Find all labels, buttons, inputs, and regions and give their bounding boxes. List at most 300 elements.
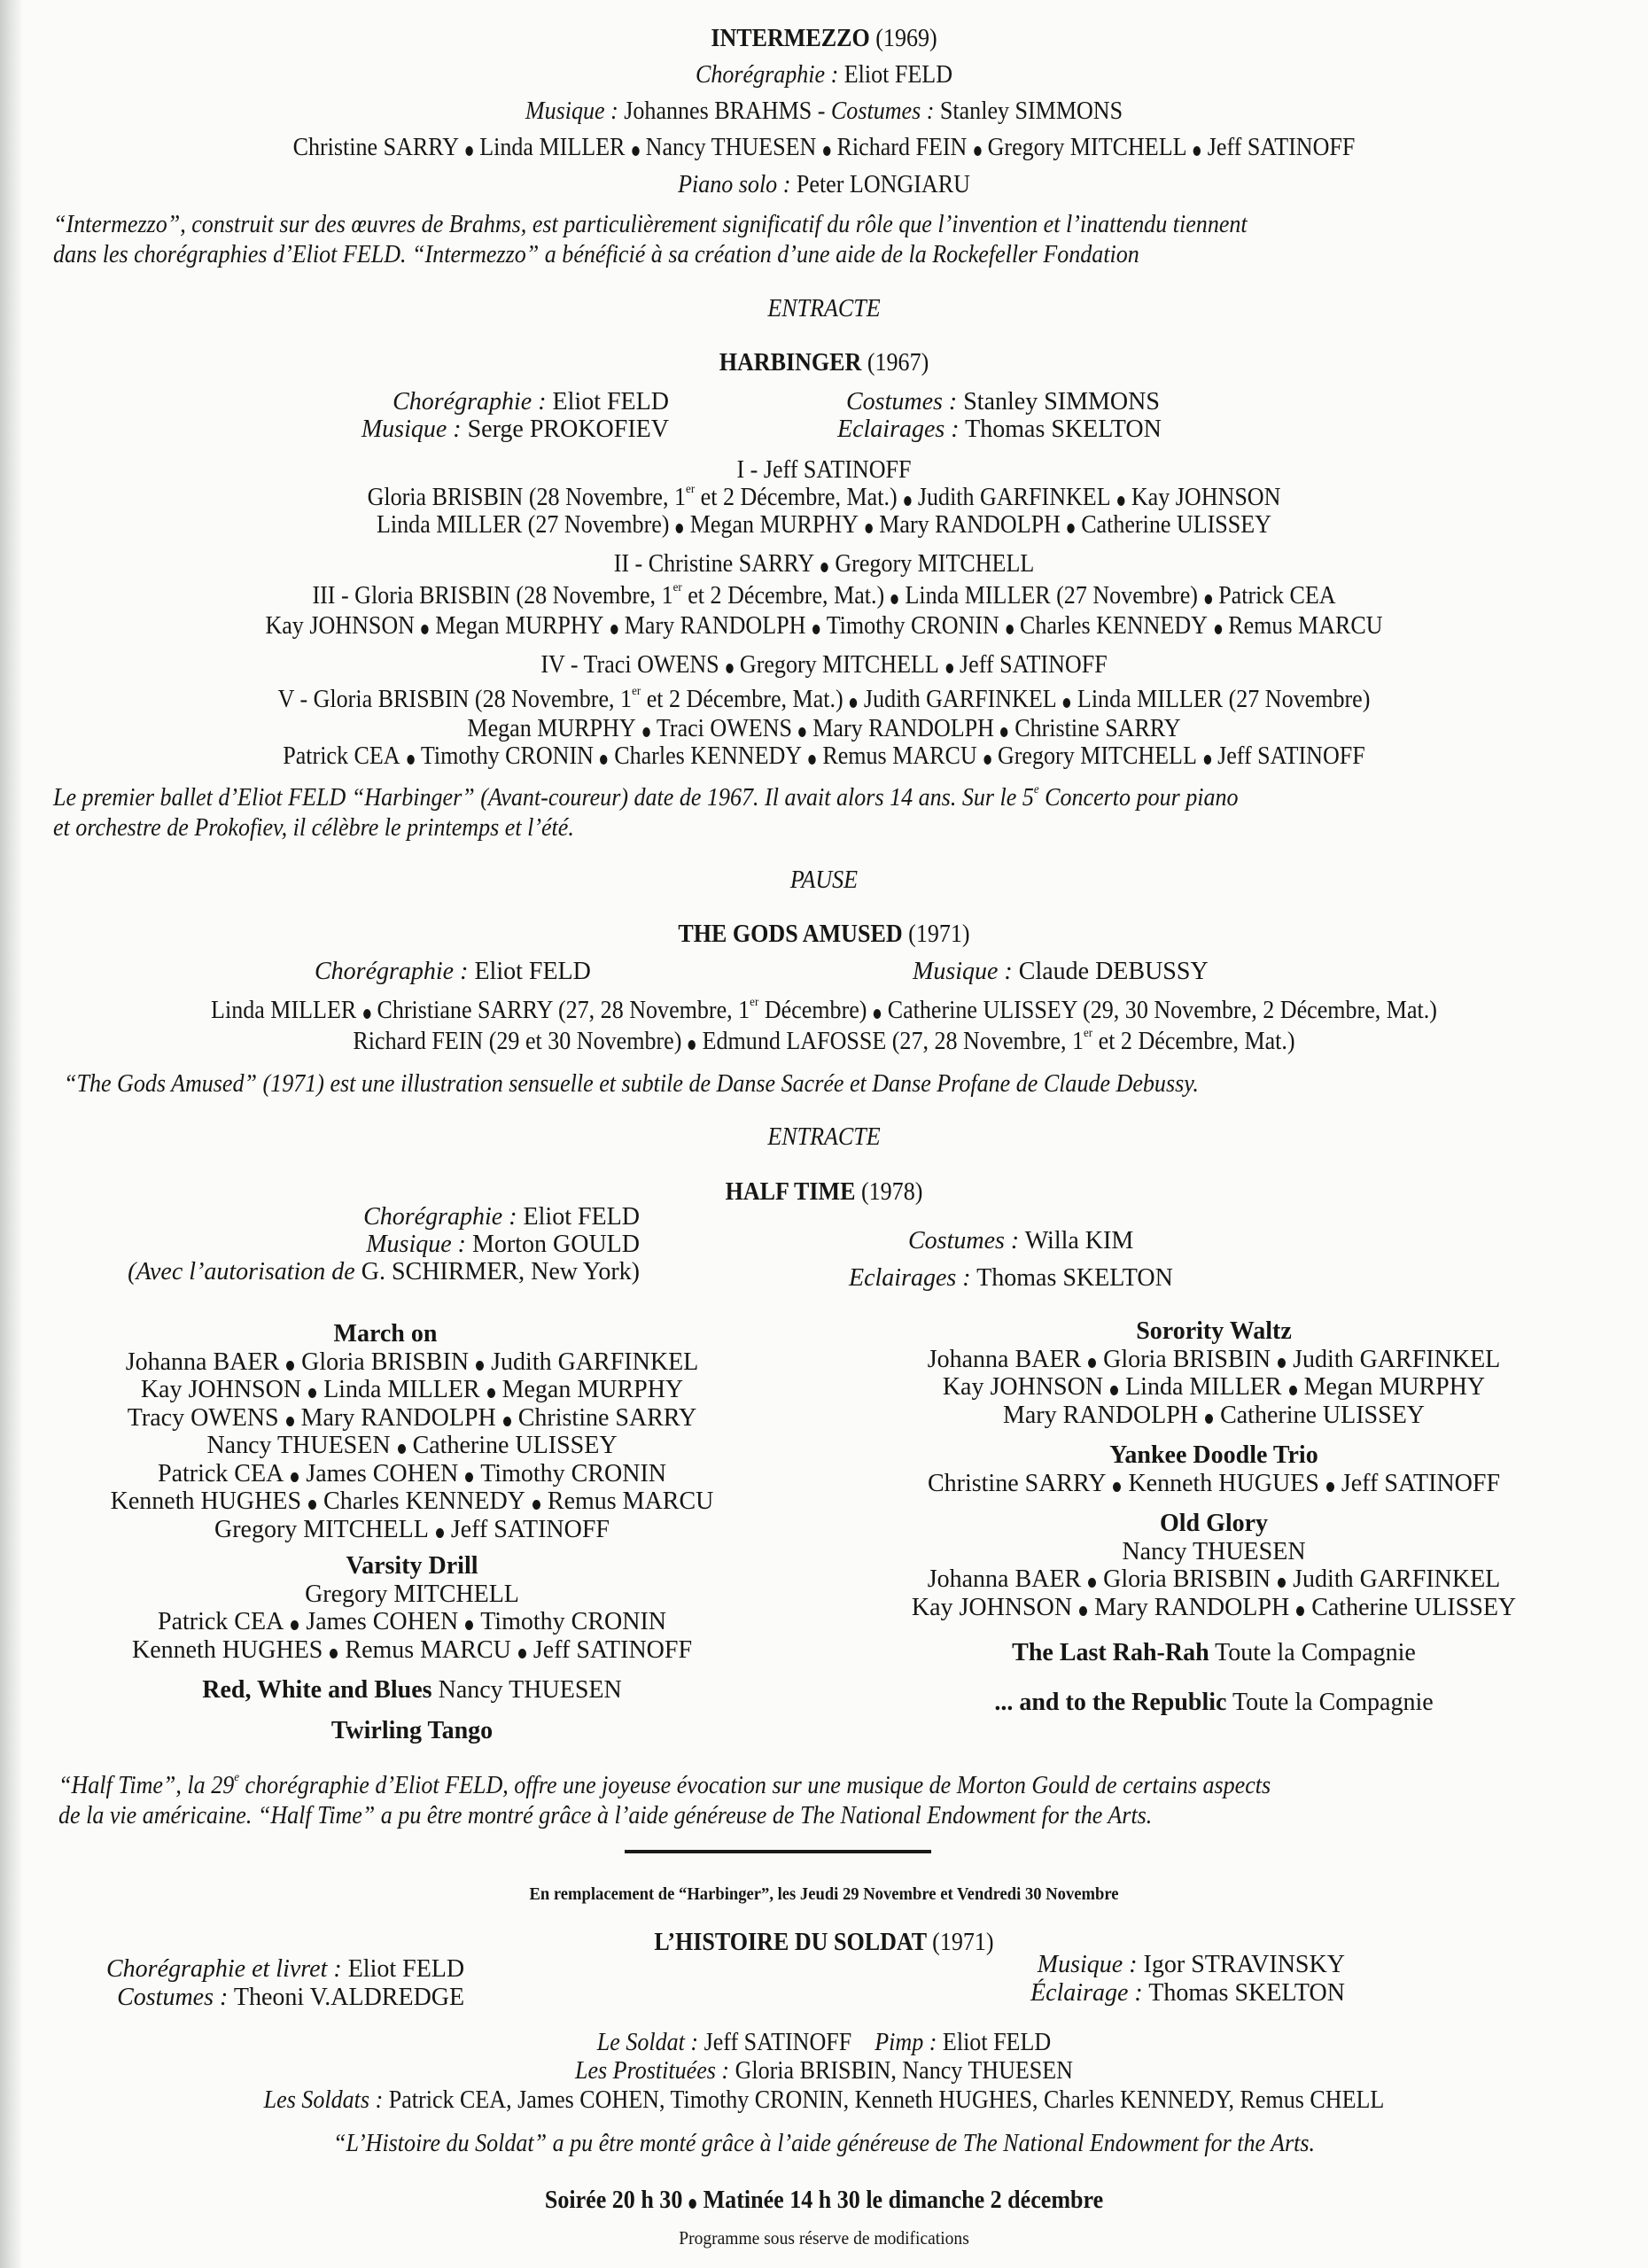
dancer: Linda MILLER: [323, 1376, 480, 1403]
role-value: Eliot FELD: [942, 2029, 1052, 2056]
dancer: Johanna BAER: [927, 1565, 1082, 1593]
credit-value: Eliot FELD: [843, 61, 953, 89]
bullet-icon: [1117, 496, 1124, 506]
dancer: Charles KENNEDY: [1020, 612, 1208, 640]
bullet-icon: [407, 755, 414, 765]
dancer: Tracy OWENS: [127, 1403, 279, 1432]
cast-line: [0, 1636, 824, 1665]
title-text: THE GODS AMUSED: [678, 920, 903, 948]
credit-value: Thomas SKELTON: [976, 1264, 1173, 1292]
title-year: (1971): [932, 1929, 994, 1956]
bullet-icon: [726, 664, 733, 673]
dancer: Mary RANDOLPH: [624, 612, 806, 640]
superscript: e: [1033, 783, 1039, 796]
dancer-dates: et 2 Décembre, Mat.): [641, 686, 843, 713]
bullet-icon: [632, 146, 639, 156]
cast-line: [780, 1346, 1648, 1374]
dancer: Richard FEIN (29 et 30 Novembre): [353, 1028, 682, 1055]
republic-line: [780, 1689, 1648, 1717]
dancer: Jeff SATINOFF: [450, 1515, 610, 1543]
dancer: Christine SARRY: [517, 1403, 697, 1432]
soldat-costumes: [106, 1984, 464, 2012]
cast-line: [780, 1470, 1648, 1498]
gods-music: [913, 958, 1209, 986]
bullet-icon: [798, 727, 805, 737]
title-text: HALF TIME: [725, 1178, 856, 1206]
credit-label: Musique :: [913, 958, 1013, 985]
description-text: chorégraphie d’Eliot FELD, offre une joyeuse évocation sur une musique de Morton Gould de certains aspects: [239, 1772, 1271, 1799]
bullet-icon: [1088, 1358, 1096, 1368]
dancer: Judith GARFINKEL: [1293, 1565, 1501, 1593]
entracte-2: ENTRACTE: [767, 1123, 881, 1151]
section-divider: [625, 1850, 931, 1853]
credit-label: Piano solo :: [678, 171, 791, 198]
soldat-soldiers: [58, 2086, 1590, 2115]
cast-line: [0, 1348, 824, 1377]
dancer: Jeff SATINOFF: [1341, 1469, 1501, 1497]
bullet-icon: [974, 146, 981, 156]
credit-label: Eclairages :: [849, 1264, 971, 1292]
description-line: de la vie américaine. “Half Time” a pu être montré grâce à l’aide généreuse de The National Endowment for the Arts.: [58, 1802, 1153, 1829]
bullet-icon: [1067, 524, 1074, 533]
role-value: Patrick CEA, James COHEN, Timothy CRONIN, Kenneth HUGHES, Charles KENNEDY, Remus CHELL: [388, 2086, 1385, 2114]
bullet-icon: [821, 563, 828, 572]
schedule-times: [58, 2186, 1590, 2215]
replacement-note: En remplacement de “Harbinger”, les Jeudi 29 Novembre et Vendredi 30 Novembre: [529, 1884, 1119, 1904]
credit-value: Stanley SIMMONS: [939, 97, 1123, 125]
title-text: INTERMEZZO: [711, 25, 870, 52]
credit-value: Thomas SKELTON: [1148, 1979, 1345, 2007]
bullet-icon: [850, 698, 857, 708]
halftime-permission: [128, 1258, 640, 1285]
credit-label: Musique :: [366, 1231, 466, 1258]
halftime-right-column: [780, 1317, 1648, 1716]
bullet-icon: [1214, 625, 1221, 634]
bullet-icon: [518, 1649, 526, 1658]
bullet-icon: [983, 755, 991, 765]
dancer: Linda MILLER (27 Novembre): [377, 511, 670, 539]
dancer: Mary RANDOLPH: [879, 511, 1061, 539]
credit-label: Chorégraphie :: [363, 1203, 517, 1231]
bullet-icon: [676, 524, 683, 533]
bullet-icon: [1296, 1606, 1304, 1616]
credit-label: Costumes :: [908, 1227, 1020, 1254]
harbinger-costumes: [846, 388, 1160, 416]
dancer-dates: et 2 Décembre, Mat.): [681, 582, 885, 610]
bullet-icon: [874, 1009, 881, 1019]
credit-value: Theoni V.ALDREDGE: [233, 1984, 465, 2011]
intermezzo-choreography: [58, 61, 1590, 89]
role-label: Pimp :: [875, 2029, 937, 2056]
segment-title: Sorority Waltz: [1136, 1317, 1292, 1345]
dancer: Patrick CEA: [158, 1608, 284, 1635]
halftime-music: [128, 1231, 640, 1258]
soldat-music: [1030, 1951, 1345, 1979]
dancer: Nancy THUESEN: [645, 134, 817, 161]
dancer: Gregory MITCHELL: [835, 550, 1035, 578]
soldat-credits-right: [1030, 1951, 1345, 2008]
bullet-icon: [904, 496, 911, 506]
bullet-icon: [688, 1040, 696, 1050]
dancer: Kenneth HUGHES: [110, 1487, 302, 1515]
dancer: Gloria BRISBIN: [1103, 1565, 1271, 1593]
bullet-icon: [1203, 755, 1210, 765]
credit-value: Eliot FELD: [474, 958, 591, 985]
entracte-1: ENTRACTE: [767, 295, 881, 322]
cast-line: [780, 1373, 1648, 1402]
dancer: Linda MILLER (27 Novembre): [905, 582, 1198, 610]
dancer: Remus MARCU: [822, 742, 977, 770]
bullet-icon: [1326, 1482, 1334, 1492]
cast-line: [0, 1460, 824, 1488]
harbinger-part-1-title: I - Jeff SATINOFF: [736, 456, 912, 484]
dancer: Catherine ULISSEY: [1081, 511, 1271, 539]
intermezzo-piano: [58, 171, 1590, 199]
dancer: V - Gloria BRISBIN (28 Novembre, 1: [277, 686, 633, 713]
dancer: Megan MURPHY: [501, 1376, 684, 1403]
dancer-dates: et 2 Décembre, Mat.): [695, 484, 898, 511]
bullet-icon: [436, 1528, 444, 1538]
gods-cast-line-2: [58, 1028, 1590, 1056]
dancer: Patrick CEA: [283, 742, 400, 770]
dancer: Timothy CRONIN: [480, 1459, 666, 1487]
harbinger-part-5-line-3: [58, 742, 1590, 771]
dancer: Gregory MITCHELL: [997, 742, 1197, 770]
gods-title: [58, 920, 1590, 949]
bullet-icon: [465, 1620, 473, 1630]
dancer: Gregory MITCHELL: [987, 134, 1187, 161]
cast-line: [0, 1432, 824, 1460]
segment-title: Old Glory: [1159, 1510, 1269, 1537]
bullet-icon: [286, 1361, 294, 1371]
bullet-icon: [421, 625, 428, 634]
harbinger-title: [58, 349, 1590, 377]
dancer: IV - Traci OWENS: [540, 651, 719, 679]
page-gutter-shadow: [0, 0, 23, 2268]
bullet-icon: [689, 2199, 696, 2209]
description-text: “Half Time”, la 29: [58, 1772, 235, 1799]
dancer: Patrick CEA: [158, 1459, 284, 1487]
bullet-icon: [465, 146, 472, 156]
soldat-description: “L’Histoire du Soldat” a pu être monté grâce à l’aide généreuse de The National Endowment for the Arts.: [332, 2130, 1316, 2157]
gods-choreography: [315, 958, 591, 986]
credit-value: Peter LONGIARU: [796, 171, 970, 198]
dancer: Linda MILLER: [211, 997, 357, 1024]
halftime-costumes: [908, 1227, 1133, 1255]
superscript: er: [632, 685, 641, 698]
credit-value: Willa KIM: [1024, 1227, 1134, 1254]
bullet-icon: [1205, 1414, 1213, 1424]
halftime-choreography: [128, 1203, 640, 1231]
soldat-credits-left: [106, 1955, 464, 2012]
bullet-icon: [1278, 1358, 1286, 1368]
dancer-dates: Décembre): [758, 997, 867, 1024]
superscript: e: [234, 1771, 240, 1784]
rwb-line: [0, 1676, 824, 1705]
dancer: Gregory MITCHELL: [739, 651, 939, 679]
dancer: Nancy THUESEN: [438, 1676, 622, 1704]
bullet-icon: [600, 755, 607, 765]
credit-label: Chorégraphie et livret :: [106, 1955, 342, 1983]
bullet-icon: [823, 146, 830, 156]
bullet-icon: [865, 524, 872, 533]
title-year: (1969): [875, 25, 937, 52]
dancer: Linda MILLER (27 Novembre): [1077, 686, 1371, 713]
dancer: Gloria BRISBIN: [301, 1348, 470, 1376]
dancer: Catherine ULISSEY: [1311, 1593, 1517, 1621]
credit-value: Claude DEBUSSY: [1018, 958, 1209, 985]
dancer: Megan MURPHY: [467, 715, 636, 742]
rahrah-line: [780, 1639, 1648, 1667]
dancer: Kenneth HUGHES: [131, 1635, 323, 1664]
bullet-icon: [308, 1388, 316, 1398]
dancer: Judith GARFINKEL: [1293, 1345, 1501, 1373]
soldat-choreography: [106, 1955, 464, 1984]
segment-title: Twirling Tango: [330, 1716, 494, 1744]
bullet-icon: [1088, 1578, 1096, 1588]
gods-description: “The Gods Amused” (1971) est une illustration sensuelle et subtile de Danse Sacrée et Danse Profane de Claude Debussy.: [64, 1070, 1199, 1098]
credit-value: Serge PROKOFIEV: [467, 416, 669, 443]
bullet-icon: [1000, 727, 1007, 737]
harbinger-part-2: [58, 550, 1590, 579]
title-year: (1967): [867, 349, 929, 377]
credit-value: Morton GOULD: [472, 1231, 640, 1258]
dancer: Remus MARCU: [547, 1487, 714, 1515]
segment-title: ... and to the Republic: [994, 1688, 1227, 1716]
harbinger-part-4: [58, 651, 1590, 680]
halftime-left-column: [0, 1320, 824, 1744]
credit-value: G. SCHIRMER, New York): [361, 1258, 640, 1285]
credit-value: Igor STRAVINSKY: [1143, 1951, 1345, 1978]
dancer: Toute la Compagnie: [1232, 1688, 1434, 1716]
dancer: Richard FEIN: [836, 134, 968, 161]
segment-title: Varsity Drill: [346, 1552, 478, 1580]
credit-label: Musique :: [525, 97, 618, 125]
role-label: Les Soldats :: [263, 2086, 384, 2114]
role-value: Gloria BRISBIN, Nancy THUESEN: [735, 2057, 1073, 2085]
dancer: Remus MARCU: [1228, 612, 1383, 640]
bullet-icon: [812, 625, 820, 634]
bullet-icon: [642, 727, 649, 737]
dancer: Linda MILLER: [1125, 1373, 1282, 1401]
harbinger-music: [361, 416, 669, 444]
credit-label: Musique :: [361, 416, 462, 443]
bullet-icon: [487, 1388, 495, 1398]
dancer: Mary RANDOLPH: [1094, 1593, 1290, 1621]
harbinger-part-5-line-1: [58, 686, 1590, 714]
dancer: Charles KENNEDY: [614, 742, 803, 770]
dancer: Johanna BAER: [927, 1345, 1082, 1373]
description-line: “Intermezzo”, construit sur des œuvres de Brahms, est particulièrement significatif du rôle que l’invention et l’inattendu tiennent: [53, 211, 1248, 238]
bullet-icon: [398, 1444, 406, 1454]
dancer: Remus MARCU: [345, 1635, 511, 1664]
dancer: Patrick CEA: [1218, 582, 1336, 610]
dancer: Jeff SATINOFF: [1217, 742, 1365, 770]
intermezzo-description: [53, 210, 1248, 270]
dancer: Traci OWENS: [656, 715, 793, 742]
dancer: Jeff SATINOFF: [960, 651, 1108, 679]
cast-line: [0, 1608, 824, 1636]
description-text: Concerto pour piano: [1038, 784, 1239, 812]
bullet-icon: [1110, 1386, 1118, 1395]
bullet-icon: [1113, 1482, 1121, 1492]
dancer-dates: et 2 Décembre, Mat.): [1092, 1028, 1295, 1055]
title-text: L’HISTOIRE DU SOLDAT: [654, 1929, 927, 1956]
bullet-icon: [945, 664, 952, 673]
dancer: Mary RANDOLPH: [1002, 1401, 1199, 1429]
title-year: (1971): [908, 920, 970, 948]
dancer: Timothy CRONIN: [420, 742, 594, 770]
dancer: Gregory MITCHELL: [305, 1580, 519, 1608]
role-label: Les Prostituées :: [574, 2057, 730, 2085]
bullet-icon: [532, 1500, 540, 1510]
description-line: et orchestre de Prokofiev, il célèbre le printemps et l’été.: [53, 814, 574, 842]
harbinger-description: [53, 783, 1239, 843]
soldat-soldier-pimp: [58, 2029, 1590, 2057]
evening-time: Soirée 20 h 30: [544, 2186, 683, 2214]
credit-value: Stanley SIMMONS: [963, 388, 1160, 416]
dancer: Judith GARFINKEL: [917, 484, 1111, 511]
dancer: Mary RANDOLPH: [812, 715, 994, 742]
credit-label: Costumes :: [830, 97, 935, 125]
harbinger-part-1-line-1: [58, 484, 1590, 512]
superscript: er: [1083, 1027, 1093, 1040]
dancer: Megan MURPHY: [435, 612, 604, 640]
credit-label: Costumes :: [846, 388, 958, 416]
bullet-icon: [308, 1500, 316, 1510]
credit-label: Chorégraphie :: [393, 388, 547, 416]
dancer: Judith GARFINKEL: [863, 686, 1057, 713]
intermezzo-title: [58, 25, 1590, 53]
bullet-icon: [610, 625, 618, 634]
cast-line: [0, 1516, 824, 1544]
title-year: (1978): [860, 1178, 923, 1206]
superscript: er: [686, 483, 696, 496]
dancer: II - Christine SARRY: [613, 550, 815, 578]
bullet-icon: [476, 1361, 484, 1371]
credit-value: Johannes BRAHMS: [624, 97, 812, 125]
bullet-icon: [1079, 1606, 1087, 1616]
intermezzo-music-costumes: [58, 97, 1590, 126]
intermezzo-cast: [58, 134, 1590, 162]
cast-line: [780, 1565, 1648, 1594]
credit-label: (Avec l’autorisation de: [128, 1258, 355, 1285]
dancer: Judith GARFINKEL: [491, 1348, 699, 1376]
cast-line: [780, 1594, 1648, 1622]
separator: -: [812, 97, 831, 125]
dancer: Christiane SARRY (27, 28 Novembre, 1: [377, 997, 750, 1024]
harbinger-part-5-line-2: [58, 715, 1590, 743]
dancer: Kay JOHNSON: [1131, 484, 1281, 511]
dancer: Linda MILLER: [479, 134, 626, 161]
bullet-icon: [1278, 1578, 1286, 1588]
dancer: James COHEN: [306, 1459, 459, 1487]
dancer: Kay JOHNSON: [911, 1593, 1073, 1621]
bullet-icon: [465, 1472, 473, 1482]
role-value: Jeff SATINOFF: [704, 2029, 852, 2056]
credit-value: Eliot FELD: [552, 388, 669, 416]
dancer: Gregory MITCHELL: [214, 1515, 429, 1543]
bullet-icon: [1006, 625, 1013, 634]
cast-line: [0, 1404, 824, 1433]
credit-label: Eclairages :: [837, 416, 960, 443]
dancer: Nancy THUESEN: [206, 1432, 391, 1459]
description-line: [53, 783, 1239, 813]
title-text: HARBINGER: [719, 349, 862, 377]
bullet-icon: [291, 1472, 299, 1482]
soldat-title: [58, 1929, 1590, 1957]
superscript: er: [672, 581, 682, 594]
dancer: Timothy CRONIN: [826, 612, 999, 640]
pause: PAUSE: [789, 866, 859, 894]
dancer: Kay JOHNSON: [265, 612, 415, 640]
cast-line: [0, 1376, 824, 1404]
segment-title: Red, White and Blues: [202, 1676, 432, 1704]
dancer: Jeff SATINOFF: [1207, 134, 1356, 161]
segment-title: The Last Rah-Rah: [1012, 1639, 1209, 1666]
credit-value: Thomas SKELTON: [965, 416, 1162, 443]
dancer: Timothy CRONIN: [480, 1608, 666, 1635]
cast-line: [0, 1487, 824, 1516]
superscript: er: [750, 996, 759, 1009]
description-text: Le premier ballet d’Eliot FELD “Harbinger” (Avant-coureur) date de 1967. Il avait alors 14 ans. Sur le 5: [53, 784, 1034, 812]
dancer: Catherine ULISSEY (29, 30 Novembre, 2 Décembre, Mat.): [887, 997, 1437, 1024]
bullet-icon: [809, 755, 816, 765]
bullet-icon: [363, 1009, 370, 1019]
dancer: James COHEN: [306, 1608, 459, 1635]
harbinger-part-1-line-2: [58, 511, 1590, 540]
bullet-icon: [1193, 146, 1201, 156]
matinee-time: Matinée 14 h 30 le dimanche 2 décembre: [703, 2186, 1104, 2214]
bullet-icon: [1204, 594, 1211, 604]
dancer: Kenneth HUGUES: [1128, 1469, 1319, 1497]
dancer: Jeff SATINOFF: [532, 1635, 693, 1664]
dancer: Catherine ULISSEY: [1220, 1401, 1426, 1429]
dancer: Christine SARRY: [1014, 715, 1181, 742]
halftime-lighting: [849, 1264, 1173, 1293]
bullet-icon: [503, 1417, 511, 1426]
dancer: Gloria BRISBIN: [1103, 1345, 1271, 1373]
dancer: Nancy THUESEN: [1122, 1537, 1306, 1565]
dancer: Megan MURPHY: [689, 511, 859, 539]
cast-line: [780, 1402, 1648, 1430]
credit-label: Costumes :: [117, 1984, 229, 2011]
credit-label: Chorégraphie :: [315, 958, 469, 985]
dancer: Johanna BAER: [125, 1348, 280, 1376]
dancer: Charles KENNEDY: [323, 1487, 525, 1515]
bullet-icon: [291, 1620, 299, 1630]
dancer: III - Gloria BRISBIN (28 Novembre, 1: [312, 582, 673, 610]
bullet-icon: [891, 594, 898, 604]
harbinger-lighting: [837, 416, 1162, 444]
role-label: Le Soldat :: [596, 2029, 699, 2056]
description-line: dans les chorégraphies d’Eliot FELD. “Intermezzo” a bénéficié à sa création d’une aide de la Rockefeller Fondation: [53, 241, 1139, 268]
harbinger-part-3-line-2: [58, 612, 1590, 641]
soldat-lighting: [1030, 1979, 1345, 2008]
credit-label: Musique :: [1037, 1951, 1138, 1978]
segment-title: March on: [333, 1320, 438, 1348]
halftime-credits-left: [128, 1203, 640, 1285]
dancer: Toute la Compagnie: [1215, 1639, 1416, 1666]
credit-label: Éclairage :: [1030, 1979, 1143, 2007]
bullet-icon: [1289, 1386, 1297, 1395]
dancer: Mary RANDOLPH: [300, 1403, 496, 1432]
dancer: Christine SARRY: [927, 1469, 1107, 1497]
bullet-icon: [1063, 698, 1070, 708]
program-disclaimer: Programme sous réserve de modifications: [679, 2227, 969, 2249]
dancer: Kay JOHNSON: [140, 1376, 302, 1403]
description-line: [58, 1771, 1271, 1801]
